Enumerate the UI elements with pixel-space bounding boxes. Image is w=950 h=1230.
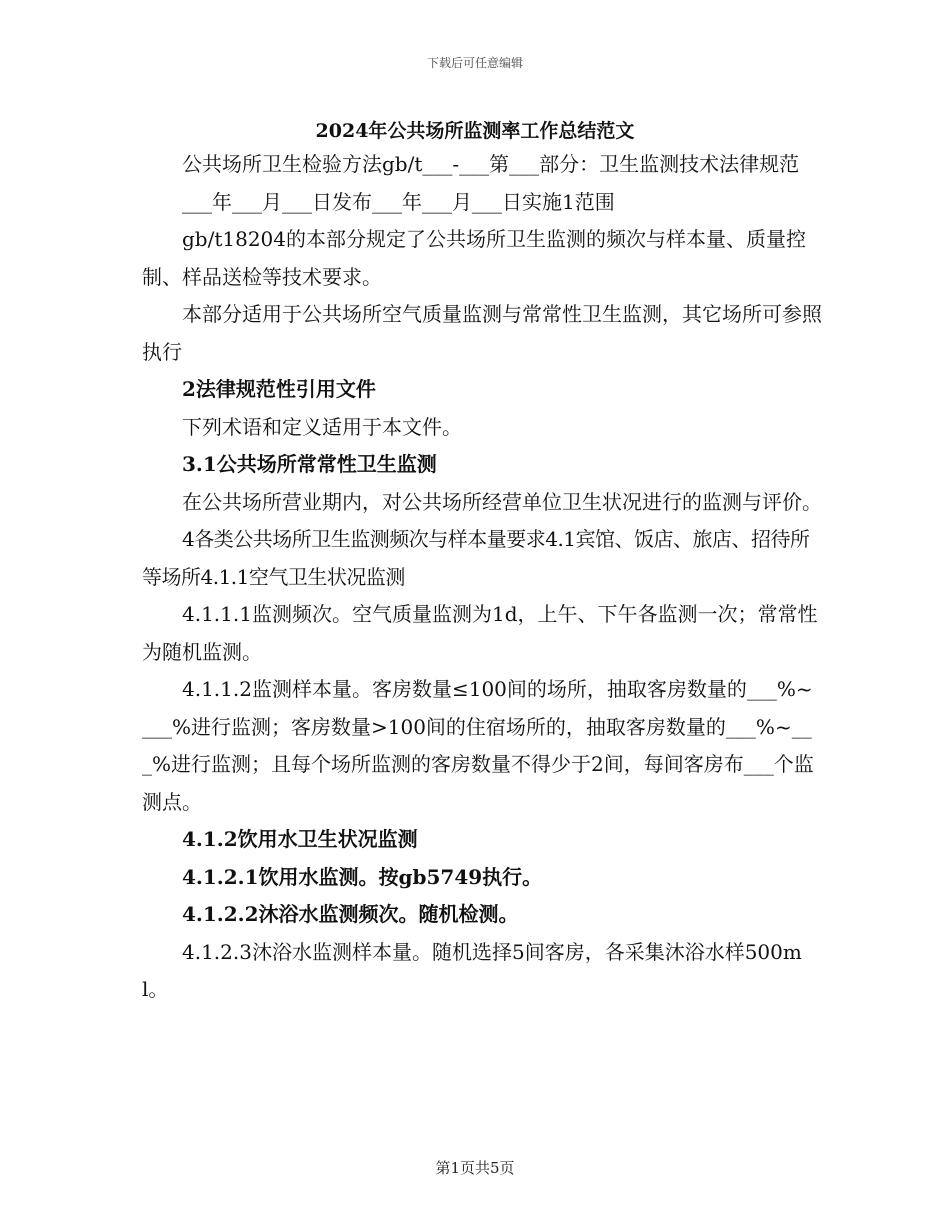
- paragraph-definition: 在公共场所营业期内，对公共场所经营单位卫生状况进行的监测与评价。: [182, 489, 822, 514]
- page-footer: 第1页共5页: [435, 1159, 515, 1177]
- header-note: 下载后可任意编辑: [426, 56, 523, 70]
- paragraph-dates-scope: ___年___月___日发布___年___月___日实施1范围: [182, 189, 615, 214]
- document-body: [142, 146, 822, 1009]
- paragraph-section-4: 4各类公共场所卫生监测频次与样本量要求4.1宾馆、饭店、旅店、招待所等场所4.1.1空气卫生状况监测: [142, 527, 810, 589]
- section-heading-3-1: 3.1公共场所常常性卫生监测: [182, 452, 437, 476]
- section-heading-4-1-2-1: 4.1.2.1饮用水监测。按gb5749执行。: [182, 864, 543, 889]
- paragraph-scope-description: gb/t18204的本部分规定了公共场所卫生监测的频次与样本量、质量控制、样品送检等技术要求。: [142, 227, 807, 289]
- paragraph-4-1-1-2: 4.1.1.2监测样本量。客房数量≤100间的场所，抽取客房数量的___%~___%进行监测；客房数量>100间的住宿场所的，抽取客房数量的___%~___%进行监测；且每个场所监测的客房数量不得少于2间，每间客房布___个监测点。: [142, 677, 814, 814]
- section-heading-references: 2法律规范性引用文件: [182, 377, 376, 401]
- paragraph-standard-name: 公共场所卫生检验方法gb/t___-___第___部分：卫生监测技术法律规范: [182, 152, 800, 176]
- section-heading-4-1-2-2: 4.1.2.2沐浴水监测频次。随机检测。: [182, 902, 519, 926]
- section-heading-4-1-2: 4.1.2饮用水卫生状况监测: [182, 827, 418, 851]
- document-title: 2024年公共场所监测率工作总结范文: [315, 120, 635, 142]
- paragraph-terms: 下列术语和定义适用于本文件。: [182, 414, 462, 439]
- paragraph-4-1-1-1: 4.1.1.1监测频次。空气质量监测为1d，上午、下午各监测一次；常常性为随机监测。: [142, 602, 818, 664]
- paragraph-applicability: 本部分适用于公共场所空气质量监测与常常性卫生监测，其它场所可参照执行: [142, 302, 822, 364]
- paragraph-4-1-2-3: 4.1.2.3沐浴水监测样本量。随机选择5间客房，各采集沐浴水样500ml。: [142, 939, 802, 1001]
